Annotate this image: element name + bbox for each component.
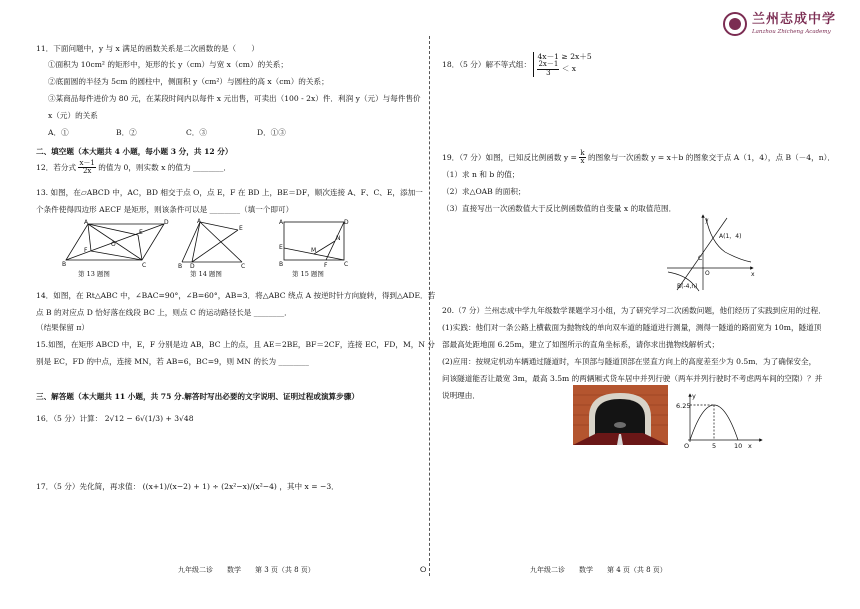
q11-choice-d: D．①③ bbox=[257, 128, 286, 137]
svg-text:D: D bbox=[344, 219, 349, 226]
q11-option-2: ②底面圆的半径为 5cm 的圆柱中，侧面积 y（cm²）与圆柱的高 x（cm）的关系； bbox=[48, 77, 329, 86]
figure-15-rectangle bbox=[278, 218, 350, 268]
q13-line1: 13. 如图，在▱ABCD 中，AC，BD 相交于点 O，点 E，F 在 BD 上，BE＝DF，顺次连接 A、F、C、E，添加一 bbox=[36, 188, 423, 197]
q19-k: k bbox=[580, 149, 585, 157]
q14-line2: 点 B 的对应点 D 恰好落在线段 BC 上，则点 C 的运动路径长是 ________． bbox=[36, 308, 292, 317]
q18-ineq2-num: 2x－1 bbox=[538, 60, 559, 69]
q13-line2: 个条件使得四边形 AECF 是矩形，则该条件可以是 ________（填一个即可） bbox=[36, 205, 294, 214]
q18 bbox=[442, 52, 592, 77]
logo-english: Lanzhou Zhicheng Academy bbox=[752, 28, 831, 35]
parabola-label-5: 5 bbox=[712, 442, 717, 450]
q12-fraction bbox=[78, 160, 95, 176]
q11-choice-b: B．② bbox=[116, 128, 137, 137]
q11-choice-a: A．① bbox=[48, 128, 69, 137]
svg-text:F: F bbox=[84, 247, 88, 254]
q11-option-3-line1: ③某商品每件进价为 80 元，在某段时间内以每件 x 元出售，可卖出（100 - 2x）件．利润 y（元）与每件售价 bbox=[48, 94, 421, 103]
svg-text:D: D bbox=[190, 263, 195, 268]
svg-text:O: O bbox=[111, 241, 116, 248]
q15-line2: 别是 EC，FD 的中点，连接 MN，若 AB=6，BC=9，则 MN 的长为 ________ bbox=[36, 357, 309, 366]
q11-choice-c: C．③ bbox=[186, 128, 207, 137]
svg-text:C: C bbox=[344, 261, 349, 268]
q18-ineq2-den: 3 bbox=[546, 68, 551, 77]
q20-line3: 部最高处距地面 6.25m，建立了如图所示的直角坐标系，请你求出抛物线解析式； bbox=[442, 340, 720, 349]
q19-sub1: （1）求 n 和 b 的值； bbox=[442, 170, 520, 179]
q16 bbox=[36, 414, 194, 423]
q19-line1 bbox=[442, 150, 835, 166]
svg-text:B: B bbox=[178, 263, 183, 268]
parabola-label-y: y bbox=[692, 392, 696, 400]
q18-system bbox=[533, 52, 591, 77]
q18-ineq1: 4x－1 ≥ 2x＋5 bbox=[537, 52, 592, 61]
figure-14-caption: 第 14 题图 bbox=[190, 270, 222, 278]
svg-text:M: M bbox=[311, 247, 317, 254]
parabola-graph bbox=[676, 392, 766, 452]
q20-line4: (2)应用：按规定机动车辆通过隧道时，车顶部与隧道顶部在竖直方向上的高度差至少为 0.5m．为了确保安全， bbox=[442, 357, 817, 366]
svg-text:A: A bbox=[84, 219, 89, 226]
q18-pre: 18．（5 分）解不等式组： bbox=[442, 59, 532, 69]
footer-center-mark-icon: ⭘ bbox=[420, 565, 427, 574]
svg-text:N: N bbox=[336, 235, 341, 242]
q19-label-y: y bbox=[705, 217, 709, 224]
q16-expression: 2√12 − 6√(1/3) + 3√48 bbox=[104, 414, 194, 423]
q19-sub2: （2）求△OAB 的面积； bbox=[442, 187, 526, 196]
figure-15-caption: 第 15 题图 bbox=[292, 270, 324, 278]
column-divider bbox=[429, 36, 430, 576]
q15-line1: 15.如图，在矩形 ABCD 中，E，F 分别是边 AB，BC 上的点，且 AE＝2BE，BF＝2CF，连接 EC，FD，M，N 分 bbox=[36, 340, 435, 349]
q12 bbox=[36, 160, 231, 176]
logo-name: 兰州志成中学 bbox=[752, 12, 837, 28]
school-seal-icon bbox=[723, 12, 747, 36]
q18-ineq2-rel: ＜ x bbox=[561, 64, 577, 74]
q11-stem: 11．下面问题中，y 与 x 满足的函数关系是二次函数的是（ ） bbox=[36, 44, 259, 53]
q19-label-a: A(1，4) bbox=[719, 233, 742, 240]
svg-text:C: C bbox=[142, 262, 147, 268]
parabola-label-x: x bbox=[748, 442, 752, 450]
parabola-label-origin: O bbox=[684, 442, 690, 450]
q20-line6: 说明理由． bbox=[442, 391, 480, 400]
q19-function-graph bbox=[665, 212, 757, 292]
svg-text:E: E bbox=[139, 229, 143, 236]
footer-right-page: 九年级二诊 数学 第 4 页（共 8 页） bbox=[530, 566, 667, 574]
svg-text:A: A bbox=[197, 218, 202, 225]
q11-option-3-line2: x（元）的关系 bbox=[48, 111, 98, 120]
q17-post: ，其中 x = −3． bbox=[279, 482, 339, 491]
section-fill-blank-heading: 二、填空题（本大题共 4 小题，每小题 3 分，共 12 分） bbox=[36, 147, 233, 156]
q18-ineq2 bbox=[537, 61, 591, 77]
q19-label-b: B(-4,n) bbox=[677, 283, 698, 290]
svg-text:B: B bbox=[279, 261, 284, 268]
q19-sub3: （3）直接写出一次函数值大于反比例函数值的自变量 x 的取值范围． bbox=[442, 204, 677, 213]
q19-label-o: O bbox=[705, 270, 710, 277]
svg-text:A: A bbox=[279, 219, 284, 226]
q19-label-x: x bbox=[751, 271, 755, 278]
section-answer-heading: 三、解答题（本大题共 11 小题，共 75 分.解答时写出必要的文字说明、证明过程或演算步骤） bbox=[36, 392, 359, 401]
svg-text:E: E bbox=[279, 244, 283, 251]
q19-line1-post: 的图象与一次函数 y = x＋b 的图象交于点 A（1，4），点 B（－4，n）． bbox=[588, 152, 835, 162]
q12-pre: 12．若分式 bbox=[36, 162, 77, 172]
parabola-label-peak: 6.25 bbox=[676, 402, 691, 410]
figure-14-triangle bbox=[178, 218, 248, 268]
q17-pre: 17．（5 分）先化简，再求值： bbox=[36, 482, 141, 491]
tunnel-photo bbox=[573, 385, 668, 445]
q12-den: 2x bbox=[82, 167, 92, 176]
svg-text:D: D bbox=[164, 219, 169, 226]
svg-text:F: F bbox=[324, 262, 328, 268]
q11-option-1: ①面积为 10cm² 的矩形中，矩形的长 y（cm）与宽 x（cm）的关系； bbox=[48, 60, 288, 69]
q14-line1: 14．如图，在 Rt△ABC 中，∠BAC=90°，∠B=60°，AB=3．将△ABC 绕点 A 按逆时针方向旋转，得到△ADE．若 bbox=[36, 291, 436, 300]
svg-text:B: B bbox=[62, 261, 67, 268]
parabola-label-10: 10 bbox=[734, 442, 743, 450]
q12-num: x－1 bbox=[79, 159, 95, 167]
svg-text:C: C bbox=[241, 263, 246, 268]
q16-pre: 16．（5 分）计算： bbox=[36, 414, 103, 423]
q20-line2: (1)实践：他们对一条公路上横截面为抛物线的单向双车道的隧道进行测量，测得一隧道的路面宽为 10m，隧道顶 bbox=[442, 323, 822, 332]
q19-label-c: C bbox=[698, 255, 703, 262]
q12-post: 的值为 0，则实数 x 的值为 ________． bbox=[98, 162, 231, 172]
q17 bbox=[36, 482, 339, 491]
q19-line1-pre: 19．（7 分）如图，已知反比例函数 y = bbox=[442, 152, 577, 162]
svg-text:E: E bbox=[239, 225, 243, 232]
q14-line3: （结果保留 π） bbox=[36, 323, 89, 332]
school-logo bbox=[723, 12, 836, 36]
q20-line1: 20.（7 分）兰州志成中学九年级数学课题学习小组，为了研究学习二次函数问题，他们经历了实践到应用的过程． bbox=[442, 306, 826, 315]
figure-13-caption: 第 13 题图 bbox=[78, 270, 110, 278]
q17-expression: ((x+1)/(x−2) + 1) ÷ (2x²−x)/(x²−4) bbox=[142, 482, 277, 491]
q19-k-over-x bbox=[579, 150, 585, 166]
q19-x: x bbox=[580, 157, 585, 166]
figure-13-parallelogram bbox=[60, 218, 170, 268]
footer-left-page: 九年级二诊 数学 第 3 页（共 8 页） bbox=[178, 566, 315, 574]
q20-line5: 问该隧道能否让最宽 3m，最高 3.5m 的两辆厢式货车居中并列行驶（两车并列行驶时不考虑两车间的空隙）？并 bbox=[442, 374, 823, 383]
